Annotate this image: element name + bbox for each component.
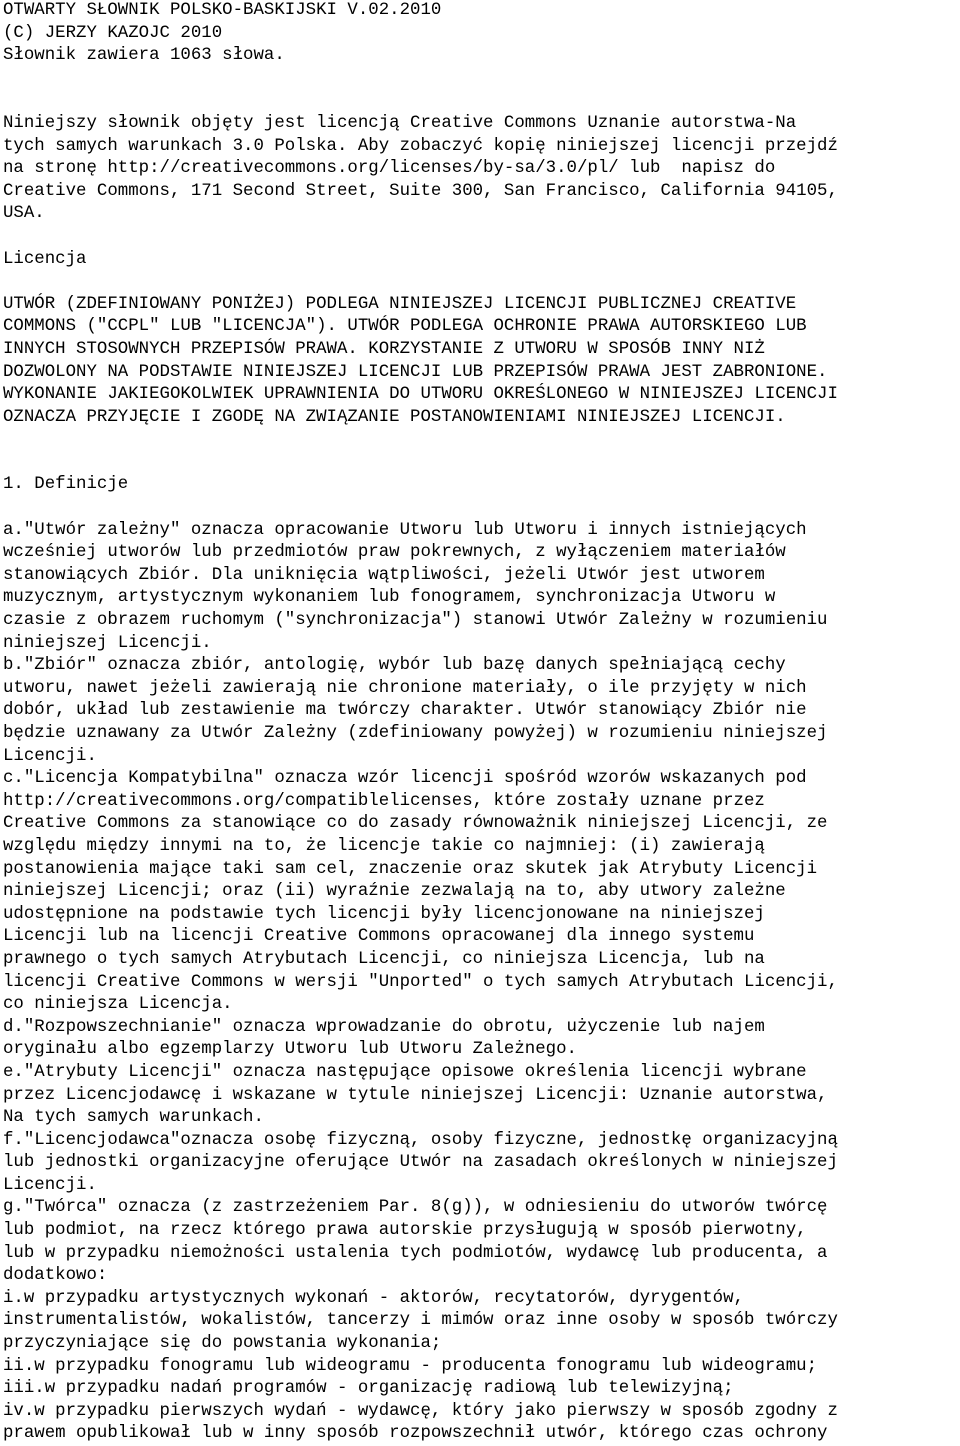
title-line: OTWARTY SŁOWNIK POLSKO-BASKIJSKI V.02.2010	[3, 1, 442, 20]
text-line: USA.	[3, 204, 45, 224]
text-line: COMMONS ("CCPL" LUB "LICENCJA"). UTWÓR PODLEGA OCHRONIE PRAWA AUTORSKIEGO LUB	[3, 317, 807, 337]
license-heading: Licencja	[3, 249, 87, 269]
text-line: WYKONANIE JAKIEGOKOLWIEK UPRAWNIENIA DO UTWORU OKREŚLONEGO W NINIEJSZEJ LICENCJI	[3, 385, 838, 405]
text-line: Creative Commons, 171 Second Street, Suite 300, San Francisco, California 94105,	[3, 181, 838, 201]
text-line: co niniejsza Licencja.	[3, 995, 233, 1015]
text-line: lub w przypadku niemożności ustalenia tych podmiotów, wydawcę lub producenta, a	[3, 1243, 828, 1263]
spacer	[3, 497, 960, 520]
text-line: prawnego o tych samych Atrybutach Licencji, co niniejsza Licencja, lub na	[3, 949, 765, 969]
text-line: Licencji.	[3, 1175, 97, 1195]
copyright-line: (C) JERZY KAZOJC 2010	[3, 23, 223, 43]
text-line: lub podmiot, na rzecz którego prawa autorskie przysługują w sposób pierwotny,	[3, 1221, 807, 1241]
text-line: INNYCH STOSOWNYCH PRZEPISÓW PRAWA. KORZYSTANIE Z UTWORU W SPOSÓB INNY NIŻ	[3, 339, 765, 359]
text-line: c."Licencja Kompatybilna" oznacza wzór licencji spośród wzorów wskazanych pod	[3, 769, 807, 789]
spacer	[3, 452, 960, 475]
text-line: Licencji.	[3, 746, 97, 766]
spacer	[3, 226, 960, 249]
definitions-section	[3, 520, 960, 1446]
text-line: f."Licencjodawca"oznacza osobę fizyczną, osoby fizyczne, jednostkę organizacyjną	[3, 1130, 838, 1150]
text-line: przez Licencjodawcę i wskazane w tytule niniejszej Licencji: Uznanie autorstwa,	[3, 1085, 828, 1105]
text-line: udostępnione na podstawie tych licencji były licencjonowane na niniejszej	[3, 904, 765, 924]
text-line: muzycznym, artystycznym wykonaniem lub fonogramem, synchronizacja Utworu w	[3, 588, 776, 608]
section-heading: 1. Definicje	[3, 475, 129, 495]
text-line: przyczyniające się do powstania wykonania;	[3, 1334, 442, 1354]
text-line: licencji Creative Commons w wersji "Unported" o tych samych Atrybutach Licencji,	[3, 972, 838, 992]
text-line: g."Twórca" oznacza (z zastrzeżeniem Par. 8(g)), w odniesieniu do utworów twórcę	[3, 1198, 828, 1218]
text-line: oryginału albo egzemplarzy Utworu lub Utworu Zależnego.	[3, 1040, 577, 1060]
spacer	[3, 68, 960, 91]
text-line: iii.w przypadku nadań programów - organizację radiową lub telewizyjną;	[3, 1379, 734, 1399]
document-header	[3, 0, 960, 68]
text-line: Na tych samych warunkach.	[3, 1108, 264, 1128]
text-line: b."Zbiór" oznacza zbiór, antologię, wybór lub bazę danych spełniającą cechy	[3, 656, 786, 676]
document-page	[3, 0, 960, 1446]
text-line: Niniejszy słownik objęty jest licencją Creative Commons Uznanie autorstwa-Na	[3, 113, 797, 133]
text-line: d."Rozpowszechnianie" oznacza wprowadzanie do obrotu, użyczenie lub najem	[3, 1017, 765, 1037]
intro-paragraph	[3, 113, 960, 226]
text-line: http://creativecommons.org/compatiblelicenses, które zostały uznane przez	[3, 791, 765, 811]
text-line: DOZWOLONY NA PODSTAWIE NINIEJSZEJ LICENCJI LUB PRZEPISÓW PRAWA JEST ZABRONIONE.	[3, 362, 828, 382]
text-line: stanowiących Zbiór. Dla uniknięcia wątpliwości, jeżeli Utwór jest utworem	[3, 565, 765, 585]
text-line: na stronę http://creativecommons.org/licenses/by-sa/3.0/pl/ lub napisz do	[3, 159, 776, 179]
text-line: tych samych warunkach 3.0 Polska. Aby zobaczyć kopię niniejszej licencji przejdź	[3, 136, 838, 156]
text-line: i.w przypadku artystycznych wykonań - aktorów, recytatorów, dyrygentów,	[3, 1288, 744, 1308]
text-line: ii.w przypadku fonogramu lub wideogramu - producenta fonogramu lub wideogramu;	[3, 1356, 818, 1376]
text-line: postanowienia mające taki sam cel, znaczenie oraz skutek jak Atrybuty Licencji	[3, 859, 818, 879]
text-line: e."Atrybuty Licencji" oznacza następujące opisowe określenia licencji wybrane	[3, 1062, 807, 1082]
text-line: wcześniej utworów lub przedmiotów praw pokrewnych, z wyłączeniem materiałów	[3, 543, 786, 563]
text-line: instrumentalistów, wokalistów, tancerzy i mimów oraz inne osoby w sposób twórczy	[3, 1311, 838, 1331]
text-line: iv.w przypadku pierwszych wydań - wydawcę, który jako pierwszy w sposób zgodny z	[3, 1401, 838, 1421]
license-notice	[3, 294, 960, 430]
text-line: utworu, nawet jeżeli zawierają nie chronione materiały, o ile przyjęty w nich	[3, 678, 807, 698]
text-line: będzie uznawany za Utwór Zależny (zdefiniowany powyżej) w rozumieniu niniejszej	[3, 724, 828, 743]
text-line: dodatkowo:	[3, 1266, 108, 1286]
spacer	[3, 271, 960, 294]
text-line: UTWÓR (ZDEFINIOWANY PONIŻEJ) PODLEGA NINIEJSZEJ LICENCJI PUBLICZNEJ CREATIVE	[3, 294, 797, 314]
text-line: lub jednostki organizacyjne oferujące Utwór na zasadach określonych w niniejszej	[3, 1153, 838, 1173]
text-line: niniejszej Licencji.	[3, 633, 212, 653]
word-count-line: Słownik zawiera 1063 słowa.	[3, 46, 285, 66]
text-line: a."Utwór zależny" oznacza opracowanie Utworu lub Utworu i innych istniejących	[3, 520, 807, 540]
text-line: prawem opublikował lub w inny sposób rozpowszechnił utwór, którego czas ochrony	[3, 1424, 828, 1444]
spacer	[3, 90, 960, 113]
text-line: Creative Commons za stanowiące co do zasady równoważnik niniejszej Licencji, ze	[3, 814, 828, 834]
text-line: czasie z obrazem ruchomym ("synchronizacja") stanowi Utwór Zależny w rozumieniu	[3, 611, 828, 631]
spacer	[3, 429, 960, 452]
text-line: niniejszej Licencji; oraz (ii) wyraźnie zezwalają na to, aby utwory zależne	[3, 882, 786, 902]
text-line: względu między innymi na to, że licencje takie co najmniej: (i) zawierają	[3, 836, 765, 856]
text-line: Licencji lub na licencji Creative Commons opracowanej dla innego systemu	[3, 927, 755, 947]
text-line: dobór, układ lub zestawienie ma twórczy charakter. Utwór stanowiący Zbiór nie	[3, 701, 807, 721]
text-line: OZNACZA PRZYJĘCIE I ZGODĘ NA ZWIĄZANIE POSTANOWIENIAMI NINIEJSZEJ LICENCJI.	[3, 407, 786, 427]
